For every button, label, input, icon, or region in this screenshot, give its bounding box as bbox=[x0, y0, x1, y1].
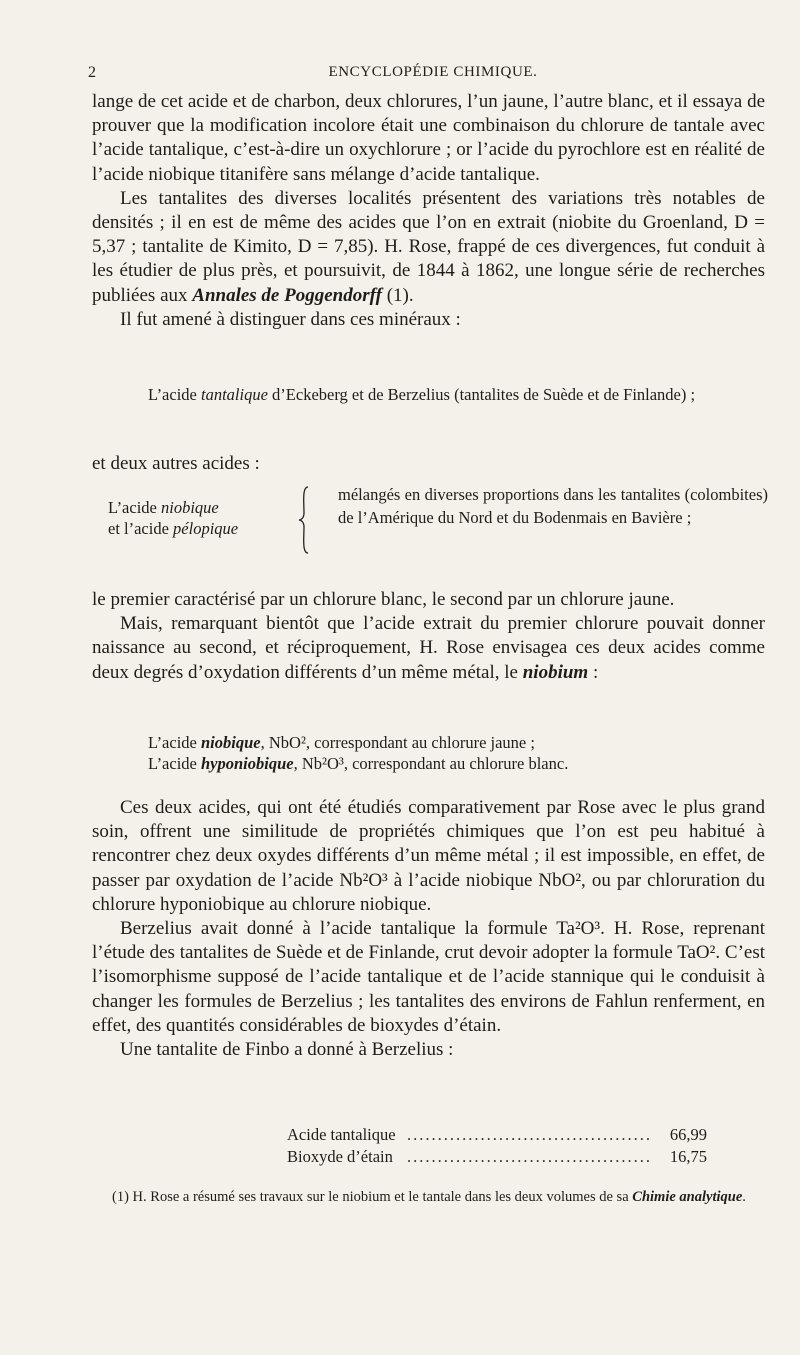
paragraph-1: lange de cet acide et de charbon, deux chlorures, l’un jaune, l’autre blanc, et il essaya de prouver que la modification incolore était une combinaison du chlorure de tantale avec l’acide tantalique, c’est-à-dire un oxychlorure ; or l’acide du pyrochlore est en réalité de l’acide niobique titanifère sans mélange d’acide tantalique. bbox=[92, 91, 765, 185]
acid-brace-group bbox=[108, 483, 768, 563]
definition-item: L’acide niobique, NbO², correspondant au chlorure jaune ; bbox=[148, 733, 535, 752]
journal-title: Annales de Poggendorff bbox=[192, 284, 382, 306]
brace-left-labels: L’acide niobique et l’acide pélopique bbox=[108, 498, 239, 538]
paragraph-9: Une tantalite de Finbo a donné à Berzelius : bbox=[120, 1039, 454, 1061]
paragraph-8: Berzelius avait donné à l’acide tantalique la formule Ta²O³. H. Rose, reprenant l’étude des tantalites de Suède et de Finlande, crut devoir adopter la formule TaO². C’est l’isomorphisme supposé de l’acide tantalique et de l’acide stannique qui le conduisit à changer les formules de Berzelius ; les tantalites des environs de Fahlun renferment, en effet, des quantités considérables de bioxydes d’étain. bbox=[92, 918, 765, 1036]
term-pelopique: pélopique bbox=[173, 519, 239, 538]
paragraph-3: Il fut amené à distinguer dans ces minéraux : bbox=[120, 308, 461, 330]
running-title: ENCYCLOPÉDIE CHIMIQUE. bbox=[328, 64, 538, 80]
body-column-3 bbox=[92, 796, 765, 1062]
footnote-mark: (1) bbox=[112, 1189, 129, 1205]
paragraph-4-wrap bbox=[92, 452, 765, 476]
brace-right-text: mélangés en diverses proportions dans les tantalites (colombites) de l’Amérique du Nord et du Bodenmais en Bavière ; bbox=[338, 485, 768, 527]
body-column-2 bbox=[92, 588, 765, 685]
paragraph-2: Les tantalites des diverses localités présentent des variations très notables de densités ; il en est de même des acides que l’on en extrait (niobite du Groenland, D = 5,37 ; tantalite de Kimito, D = 7,85). H. Rose, frappé de ces divergences, fut conduit à les étudier de plus près, et poursuivit, de 1844 à 1862, une longue série de recherches publiées aux Annales de Poggendorff (1). bbox=[92, 187, 765, 306]
term-tantalique: tantalique bbox=[201, 385, 268, 404]
body-column bbox=[92, 90, 765, 332]
paragraph-6: Mais, remarquant bientôt que l’acide extrait du premier chlorure pouvait donner naissance au second, et réciproquement, H. Rose envisagea ces deux acides comme deux degrés d’oxydation différents d’un même métal, le niobium : bbox=[92, 613, 765, 683]
page-number: 2 bbox=[88, 64, 97, 81]
quote-tantalique: L’acide tantalique d’Eckeberg et de Berzelius (tantalites de Suède et de Finlande) ; bbox=[148, 385, 696, 404]
term-niobique: niobique bbox=[161, 498, 219, 517]
definition-item: L’acide hyponiobique, Nb²O³, correspondant au chlorure blanc. bbox=[148, 754, 569, 773]
curly-brace-icon bbox=[298, 485, 310, 555]
term-niobium: niobium bbox=[522, 661, 589, 683]
paragraph-7: Ces deux acides, qui ont été étudiés comparativement par Rose avec le plus grand soin, offrent une similitude de propriétés chimiques que l’on est peu habitué à rencontrer chez deux oxydes différents d’un même métal ; il est impossible, en effet, de passer par oxydation de l’acide Nb²O³ à l’acide niobique NbO², ou par chloruration du chlorure hyponiobique au chlorure niobique. bbox=[92, 797, 765, 915]
paragraph-5: le premier caractérisé par un chlorure blanc, le second par un chlorure jaune. bbox=[92, 589, 675, 610]
page-header bbox=[88, 60, 778, 86]
footnote: (1) H. Rose a résumé ses travaux sur le niobium et le tantale dans les deux volumes de sa Chimie analytique. bbox=[112, 1189, 746, 1205]
footnote-work: Chimie analytique bbox=[632, 1189, 743, 1205]
paragraph-4: et deux autres acides : bbox=[92, 453, 260, 474]
definitions-list bbox=[148, 732, 765, 774]
table-row: Bioxyde d’étain ........................................ 16,75 bbox=[287, 1147, 707, 1166]
analysis-table bbox=[287, 1124, 717, 1168]
table-row: Acide tantalique ........................................ 66,99 bbox=[287, 1125, 707, 1144]
